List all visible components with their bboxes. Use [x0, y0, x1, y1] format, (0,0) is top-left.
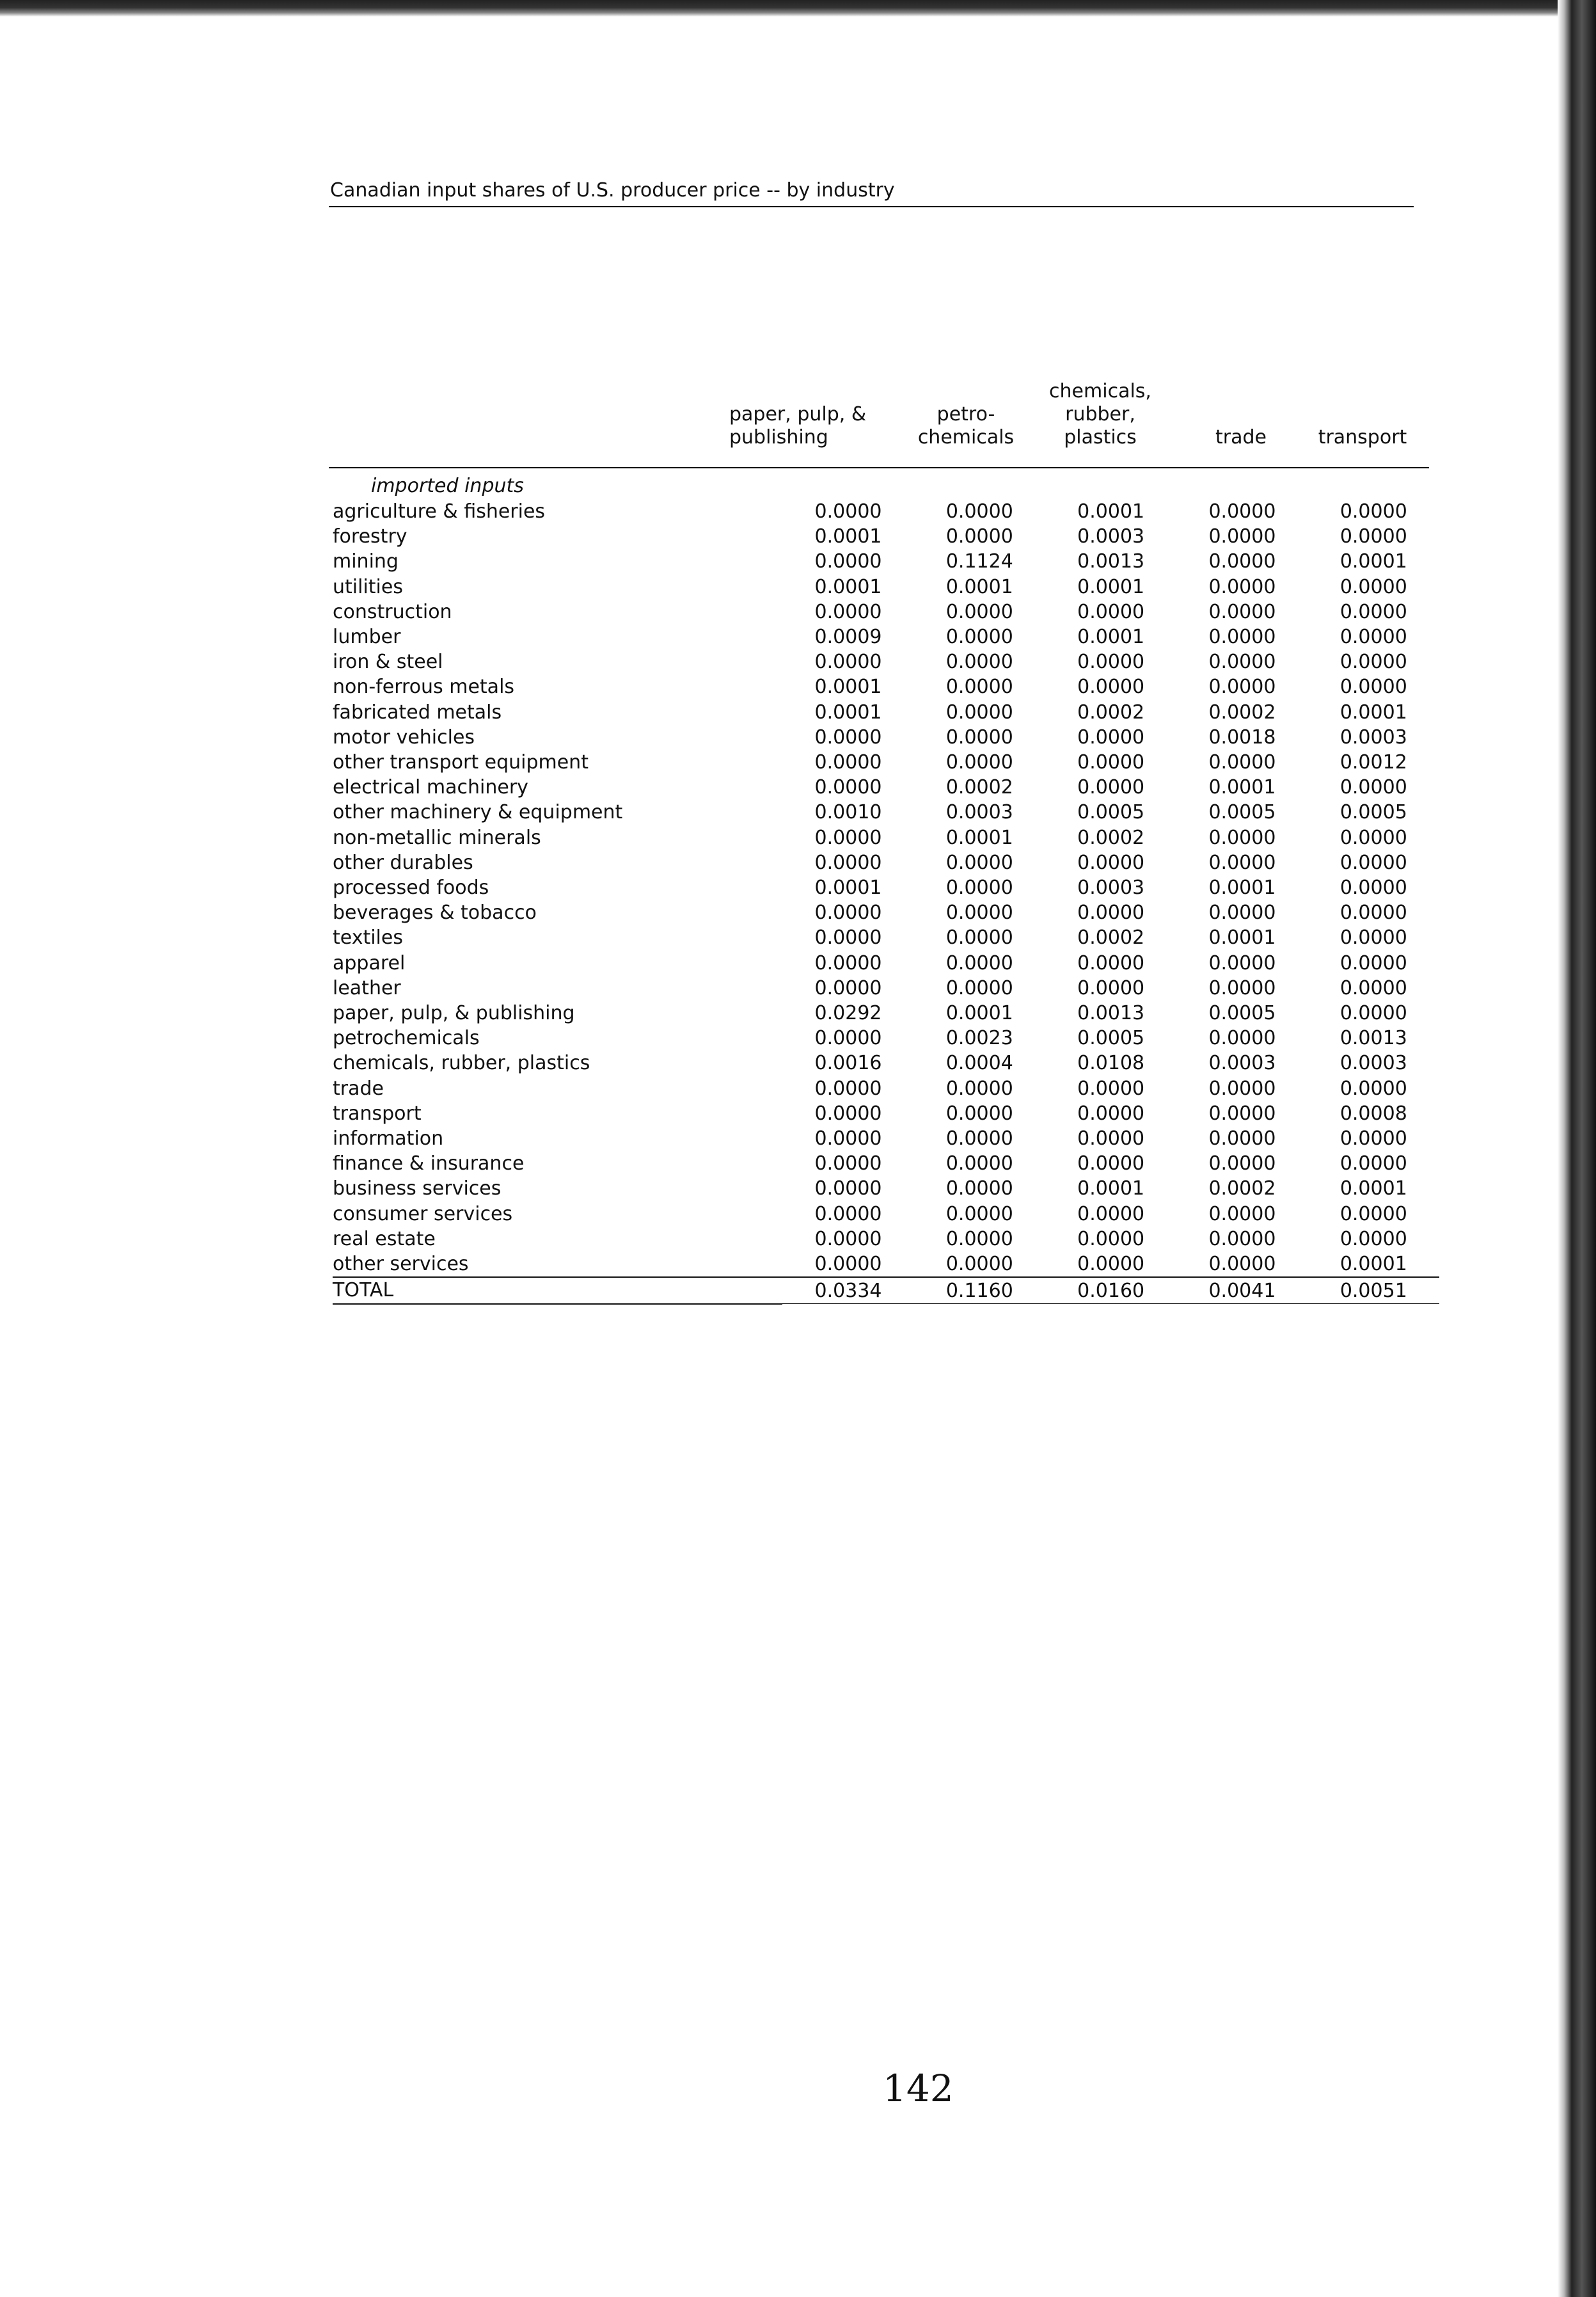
cell-petrochemicals: 0.0000: [945, 600, 1013, 623]
table-row: [333, 1076, 1439, 1101]
cell-transport: 0.0000: [1339, 1077, 1407, 1100]
cell-petrochemicals: 0.0000: [945, 1202, 1013, 1225]
cell-petrochemicals: 0.0001: [945, 826, 1013, 849]
cell-chemicals-rubber-plastics: 0.0005: [1077, 801, 1145, 824]
cell-transport: 0.0000: [1339, 575, 1407, 598]
cell-transport: 0.0000: [1339, 776, 1407, 799]
table-row: [333, 976, 1439, 1001]
total-value-paper-pulp-publishing: 0.0334: [782, 1277, 913, 1303]
cell-chemicals-rubber-plastics: 0.0000: [1045, 1252, 1176, 1277]
cell-chemicals-rubber-plastics: 0.0000: [1077, 726, 1145, 749]
cell-paper-pulp-publishing: 0.0000: [814, 1102, 882, 1125]
cell-chemicals-rubber-plastics: 0.0108: [1077, 1052, 1145, 1075]
cell-chemicals-rubber-plastics: 0.0000: [1077, 951, 1145, 974]
cell-paper-pulp-publishing: 0.0000: [814, 1027, 882, 1050]
cell-chemicals-rubber-plastics: 0.0013: [1077, 550, 1145, 573]
cell-trade: 0.0000: [1208, 902, 1276, 925]
cell-paper-pulp-publishing: 0.0000: [814, 550, 882, 573]
total-value-trade: 0.0041: [1176, 1277, 1308, 1303]
cell-petrochemicals: 0.0002: [945, 776, 1013, 799]
cell-petrochemicals: 0.0000: [945, 976, 1013, 999]
cell-trade: 0.0001: [1208, 926, 1276, 950]
table-row: [333, 1101, 1439, 1126]
cell-petrochemicals: 0.0000: [945, 1152, 1013, 1175]
row-label: beverages & tobacco: [333, 902, 537, 925]
table-row: [333, 900, 1439, 925]
total-value-petrochemicals: 0.1160: [914, 1277, 1045, 1303]
total-value-transport: 0.0051: [1308, 1277, 1439, 1303]
row-label: non-ferrous metals: [333, 676, 515, 699]
row-label: apparel: [333, 951, 406, 974]
cell-paper-pulp-publishing: 0.0009: [814, 626, 882, 649]
cell-chemicals-rubber-plastics: 0.0000: [1077, 676, 1145, 699]
cell-paper-pulp-publishing: 0.0001: [814, 525, 882, 548]
cell-transport: 0.0000: [1339, 500, 1407, 523]
cell-paper-pulp-publishing: 0.0292: [814, 1002, 882, 1025]
cell-trade: 0.0000: [1208, 1202, 1276, 1225]
cell-trade: 0.0000: [1208, 751, 1276, 774]
cell-chemicals-rubber-plastics: 0.0000: [1077, 1102, 1145, 1125]
cell-paper-pulp-publishing: 0.0000: [814, 500, 882, 523]
cell-trade: 0.0000: [1208, 1027, 1276, 1050]
table-row: [333, 875, 1439, 900]
data-table: [333, 499, 1439, 1305]
table-row: [333, 1026, 1439, 1051]
cell-paper-pulp-publishing: 0.0000: [814, 600, 882, 623]
cell-petrochemicals: 0.0000: [945, 1227, 1013, 1250]
cell-petrochemicals: 0.0000: [945, 626, 1013, 649]
cell-paper-pulp-publishing: 0.0000: [814, 826, 882, 849]
cell-transport: 0.0008: [1339, 1102, 1407, 1125]
cell-petrochemicals: 0.0003: [945, 801, 1013, 824]
cell-trade: 0.0000: [1208, 550, 1276, 573]
table-row: [333, 549, 1439, 574]
table-row: [333, 674, 1439, 699]
row-label: paper, pulp, & publishing: [333, 1002, 575, 1025]
row-label: motor vehicles: [333, 726, 475, 749]
cell-chemicals-rubber-plastics: 0.0000: [1077, 1202, 1145, 1225]
cell-trade: 0.0000: [1208, 1102, 1276, 1125]
cell-chemicals-rubber-plastics: 0.0000: [1077, 1227, 1145, 1250]
total-value-chemicals-rubber-plastics: 0.0160: [1045, 1277, 1176, 1303]
row-label: other durables: [333, 851, 473, 874]
cell-trade: 0.0001: [1208, 776, 1276, 799]
total-label: TOTAL: [333, 1277, 782, 1303]
section-label-imported-inputs: imported inputs: [371, 475, 524, 497]
column-header-paper-pulp-publishing: paper, pulp, & publishing: [729, 403, 867, 449]
cell-paper-pulp-publishing: 0.0000: [814, 751, 882, 774]
table-row: [333, 1051, 1439, 1076]
cell-petrochemicals: 0.0000: [945, 676, 1013, 699]
cell-transport: 0.0003: [1339, 726, 1407, 749]
cell-petrochemicals: 0.0000: [945, 1102, 1013, 1125]
cell-trade: 0.0000: [1208, 525, 1276, 548]
cell-chemicals-rubber-plastics: 0.0002: [1077, 701, 1145, 724]
row-label: other transport equipment: [333, 751, 589, 774]
cell-transport: 0.0000: [1339, 902, 1407, 925]
cell-chemicals-rubber-plastics: 0.0002: [1077, 926, 1145, 950]
cell-chemicals-rubber-plastics: 0.0001: [1077, 626, 1145, 649]
row-label: lumber: [333, 626, 401, 649]
cell-petrochemicals: 0.0000: [945, 651, 1013, 674]
table-row: [333, 825, 1439, 850]
cell-trade: 0.0000: [1208, 500, 1276, 523]
cell-chemicals-rubber-plastics: 0.0013: [1077, 1002, 1145, 1025]
cell-trade: 0.0000: [1208, 851, 1276, 874]
cell-petrochemicals: 0.0000: [945, 951, 1013, 974]
cell-petrochemicals: 0.0000: [945, 1127, 1013, 1150]
cell-paper-pulp-publishing: 0.0001: [814, 575, 882, 598]
cell-chemicals-rubber-plastics: 0.0000: [1077, 1127, 1145, 1150]
cell-chemicals-rubber-plastics: 0.0001: [1077, 500, 1145, 523]
table-row: [333, 925, 1439, 950]
cell-paper-pulp-publishing: 0.0001: [814, 877, 882, 900]
cell-trade: 0.0005: [1208, 1002, 1276, 1025]
cell-trade: 0.0018: [1208, 726, 1276, 749]
cell-trade: 0.0003: [1208, 1052, 1276, 1075]
cell-transport: 0.0000: [1339, 926, 1407, 950]
table-row: [333, 1252, 1439, 1277]
row-label: construction: [333, 600, 452, 623]
cell-chemicals-rubber-plastics: 0.0003: [1077, 877, 1145, 900]
cell-paper-pulp-publishing: 0.0000: [814, 926, 882, 950]
cell-chemicals-rubber-plastics: 0.0000: [1077, 776, 1145, 799]
cell-paper-pulp-publishing: 0.0000: [814, 951, 882, 974]
cell-trade: 0.0000: [1208, 1227, 1276, 1250]
row-label: textiles: [333, 926, 403, 950]
table-row: [333, 499, 1439, 524]
cell-chemicals-rubber-plastics: 0.0000: [1077, 851, 1145, 874]
cell-chemicals-rubber-plastics: 0.0000: [1077, 976, 1145, 999]
cell-chemicals-rubber-plastics: 0.0000: [1077, 1077, 1145, 1100]
cell-trade: 0.0002: [1208, 1177, 1276, 1200]
row-label: chemicals, rubber, plastics: [333, 1052, 590, 1075]
cell-transport: 0.0000: [1339, 1202, 1407, 1225]
row-label: agriculture & fisheries: [333, 500, 546, 523]
cell-transport: 0.0000: [1339, 525, 1407, 548]
cell-petrochemicals: 0.0000: [945, 902, 1013, 925]
cell-transport: 0.0000: [1339, 951, 1407, 974]
cell-transport: 0.0001: [1339, 1177, 1407, 1200]
cell-petrochemicals: 0.0000: [945, 500, 1013, 523]
cell-petrochemicals: 0.0004: [945, 1052, 1013, 1075]
cell-trade: 0.0000: [1208, 1127, 1276, 1150]
row-label: business services: [333, 1177, 502, 1200]
cell-paper-pulp-publishing: 0.0000: [814, 1077, 882, 1100]
cell-petrochemicals: 0.1124: [945, 550, 1013, 573]
header-rule: [329, 467, 1429, 468]
cell-transport: 0.0001: [1339, 550, 1407, 573]
table-row: [333, 1126, 1439, 1151]
cell-transport: 0.0003: [1339, 1052, 1407, 1075]
cell-trade: 0.0000: [1208, 676, 1276, 699]
row-label: processed foods: [333, 877, 489, 900]
cell-transport: 0.0012: [1339, 751, 1407, 774]
table-row: [333, 1151, 1439, 1176]
table-row: [333, 725, 1439, 750]
cell-chemicals-rubber-plastics: 0.0000: [1077, 651, 1145, 674]
cell-petrochemicals: 0.0000: [945, 1077, 1013, 1100]
cell-transport: 0.0000: [1339, 877, 1407, 900]
table-row: [333, 800, 1439, 825]
row-label: electrical machinery: [333, 776, 528, 799]
cell-chemicals-rubber-plastics: 0.0000: [1077, 751, 1145, 774]
table-row: [333, 775, 1439, 800]
row-label: mining: [333, 550, 399, 573]
cell-paper-pulp-publishing: 0.0000: [814, 1127, 882, 1150]
column-header-transport: transport: [1318, 426, 1407, 449]
cell-chemicals-rubber-plastics: 0.0000: [1077, 600, 1145, 623]
cell-paper-pulp-publishing: 0.0000: [814, 1227, 882, 1250]
row-label: transport: [333, 1102, 422, 1125]
cell-petrochemicals: 0.0000: [945, 851, 1013, 874]
cell-paper-pulp-publishing: 0.0000: [814, 651, 882, 674]
row-label: utilities: [333, 575, 403, 598]
cell-chemicals-rubber-plastics: 0.0000: [1077, 1152, 1145, 1175]
cell-chemicals-rubber-plastics: 0.0002: [1077, 826, 1145, 849]
cell-petrochemicals: 0.0001: [945, 1002, 1013, 1025]
cell-trade: 0.0000: [1208, 651, 1276, 674]
cell-transport: 0.0000: [1339, 826, 1407, 849]
cell-paper-pulp-publishing: 0.0000: [814, 902, 882, 925]
row-label: non-metallic minerals: [333, 826, 541, 849]
table-row: [333, 624, 1439, 649]
cell-transport: 0.0000: [1339, 1152, 1407, 1175]
cell-petrochemicals: 0.0000: [945, 877, 1013, 900]
cell-trade: 0.0000: [1208, 600, 1276, 623]
cell-paper-pulp-publishing: 0.0000: [814, 726, 882, 749]
data-table-body: [333, 499, 1439, 1304]
table-row: [333, 1001, 1439, 1026]
cell-paper-pulp-publishing: 0.0000: [782, 1252, 913, 1277]
table-row: [333, 951, 1439, 976]
cell-petrochemicals: 0.0000: [945, 926, 1013, 950]
table-row: [333, 600, 1439, 624]
cell-trade: 0.0000: [1208, 826, 1276, 849]
row-label: petrochemicals: [333, 1027, 480, 1050]
cell-chemicals-rubber-plastics: 0.0005: [1077, 1027, 1145, 1050]
cell-transport: 0.0000: [1339, 626, 1407, 649]
table-row: [333, 850, 1439, 875]
table-row: [333, 575, 1439, 600]
table-row: [333, 524, 1439, 549]
cell-trade: 0.0000: [1208, 575, 1276, 598]
cell-chemicals-rubber-plastics: 0.0000: [1077, 902, 1145, 925]
table-row: [333, 1176, 1439, 1201]
cell-paper-pulp-publishing: 0.0016: [814, 1052, 882, 1075]
cell-paper-pulp-publishing: 0.0001: [814, 701, 882, 724]
total-row: [333, 1277, 1439, 1303]
column-header-chemicals-rubber-plastics: chemicals, rubber, plastics: [1049, 380, 1151, 449]
cell-transport: 0.0000: [1339, 600, 1407, 623]
column-header-petrochemicals: petro- chemicals: [917, 403, 1015, 449]
cell-trade: 0.0005: [1208, 801, 1276, 824]
table-title: Canadian input shares of U.S. producer price -- by industry: [330, 179, 895, 202]
cell-petrochemicals: 0.0000: [945, 1177, 1013, 1200]
table-row: [333, 750, 1439, 775]
cell-transport: 0.0005: [1339, 801, 1407, 824]
row-label: finance & insurance: [333, 1152, 525, 1175]
cell-paper-pulp-publishing: 0.0000: [814, 1202, 882, 1225]
cell-paper-pulp-publishing: 0.0000: [814, 851, 882, 874]
cell-transport: 0.0000: [1339, 1127, 1407, 1150]
cell-trade: 0.0000: [1208, 1152, 1276, 1175]
row-label: other machinery & equipment: [333, 801, 623, 824]
cell-paper-pulp-publishing: 0.0001: [814, 676, 882, 699]
cell-trade: 0.0002: [1208, 701, 1276, 724]
cell-transport: 0.0000: [1339, 1002, 1407, 1025]
row-label: leather: [333, 976, 401, 999]
cell-paper-pulp-publishing: 0.0000: [814, 976, 882, 999]
cell-petrochemicals: 0.0023: [945, 1027, 1013, 1050]
cell-paper-pulp-publishing: 0.0010: [814, 801, 882, 824]
cell-transport: 0.0000: [1339, 1227, 1407, 1250]
cell-transport: 0.0000: [1339, 676, 1407, 699]
cell-transport: 0.0000: [1339, 976, 1407, 999]
row-label: real estate: [333, 1227, 436, 1250]
cell-petrochemicals: 0.0000: [945, 525, 1013, 548]
cell-trade: 0.0000: [1208, 1077, 1276, 1100]
cell-trade: 0.0000: [1208, 626, 1276, 649]
cell-chemicals-rubber-plastics: 0.0001: [1077, 575, 1145, 598]
row-label: trade: [333, 1077, 384, 1100]
cell-petrochemicals: 0.0000: [914, 1252, 1045, 1277]
table-row: [333, 700, 1439, 725]
row-label: information: [333, 1127, 444, 1150]
column-header-trade: trade: [1215, 426, 1267, 449]
cell-petrochemicals: 0.0001: [945, 575, 1013, 598]
row-label: fabricated metals: [333, 701, 502, 724]
cell-trade: 0.0001: [1208, 877, 1276, 900]
row-label: other services: [333, 1252, 782, 1277]
cell-transport: 0.0001: [1308, 1252, 1439, 1277]
row-label: iron & steel: [333, 651, 443, 674]
cell-chemicals-rubber-plastics: 0.0001: [1077, 1177, 1145, 1200]
cell-chemicals-rubber-plastics: 0.0003: [1077, 525, 1145, 548]
table-header: [320, 198, 1433, 461]
scan-top-edge: [0, 0, 1596, 17]
scan-binding-edge: [1558, 0, 1596, 2297]
table-row: [333, 1227, 1439, 1252]
cell-trade: 0.0000: [1176, 1252, 1308, 1277]
cell-paper-pulp-publishing: 0.0000: [814, 1152, 882, 1175]
cell-trade: 0.0000: [1208, 951, 1276, 974]
cell-paper-pulp-publishing: 0.0000: [814, 1177, 882, 1200]
row-label: consumer services: [333, 1202, 513, 1225]
cell-petrochemicals: 0.0000: [945, 751, 1013, 774]
table-row: [333, 649, 1439, 674]
table-row: [333, 1202, 1439, 1227]
page-number: 142: [883, 2067, 954, 2110]
cell-petrochemicals: 0.0000: [945, 701, 1013, 724]
cell-transport: 0.0013: [1339, 1027, 1407, 1050]
cell-paper-pulp-publishing: 0.0000: [814, 776, 882, 799]
cell-transport: 0.0000: [1339, 851, 1407, 874]
row-label: forestry: [333, 525, 407, 548]
cell-petrochemicals: 0.0000: [945, 726, 1013, 749]
cell-trade: 0.0000: [1208, 976, 1276, 999]
cell-transport: 0.0001: [1339, 701, 1407, 724]
cell-transport: 0.0000: [1339, 651, 1407, 674]
